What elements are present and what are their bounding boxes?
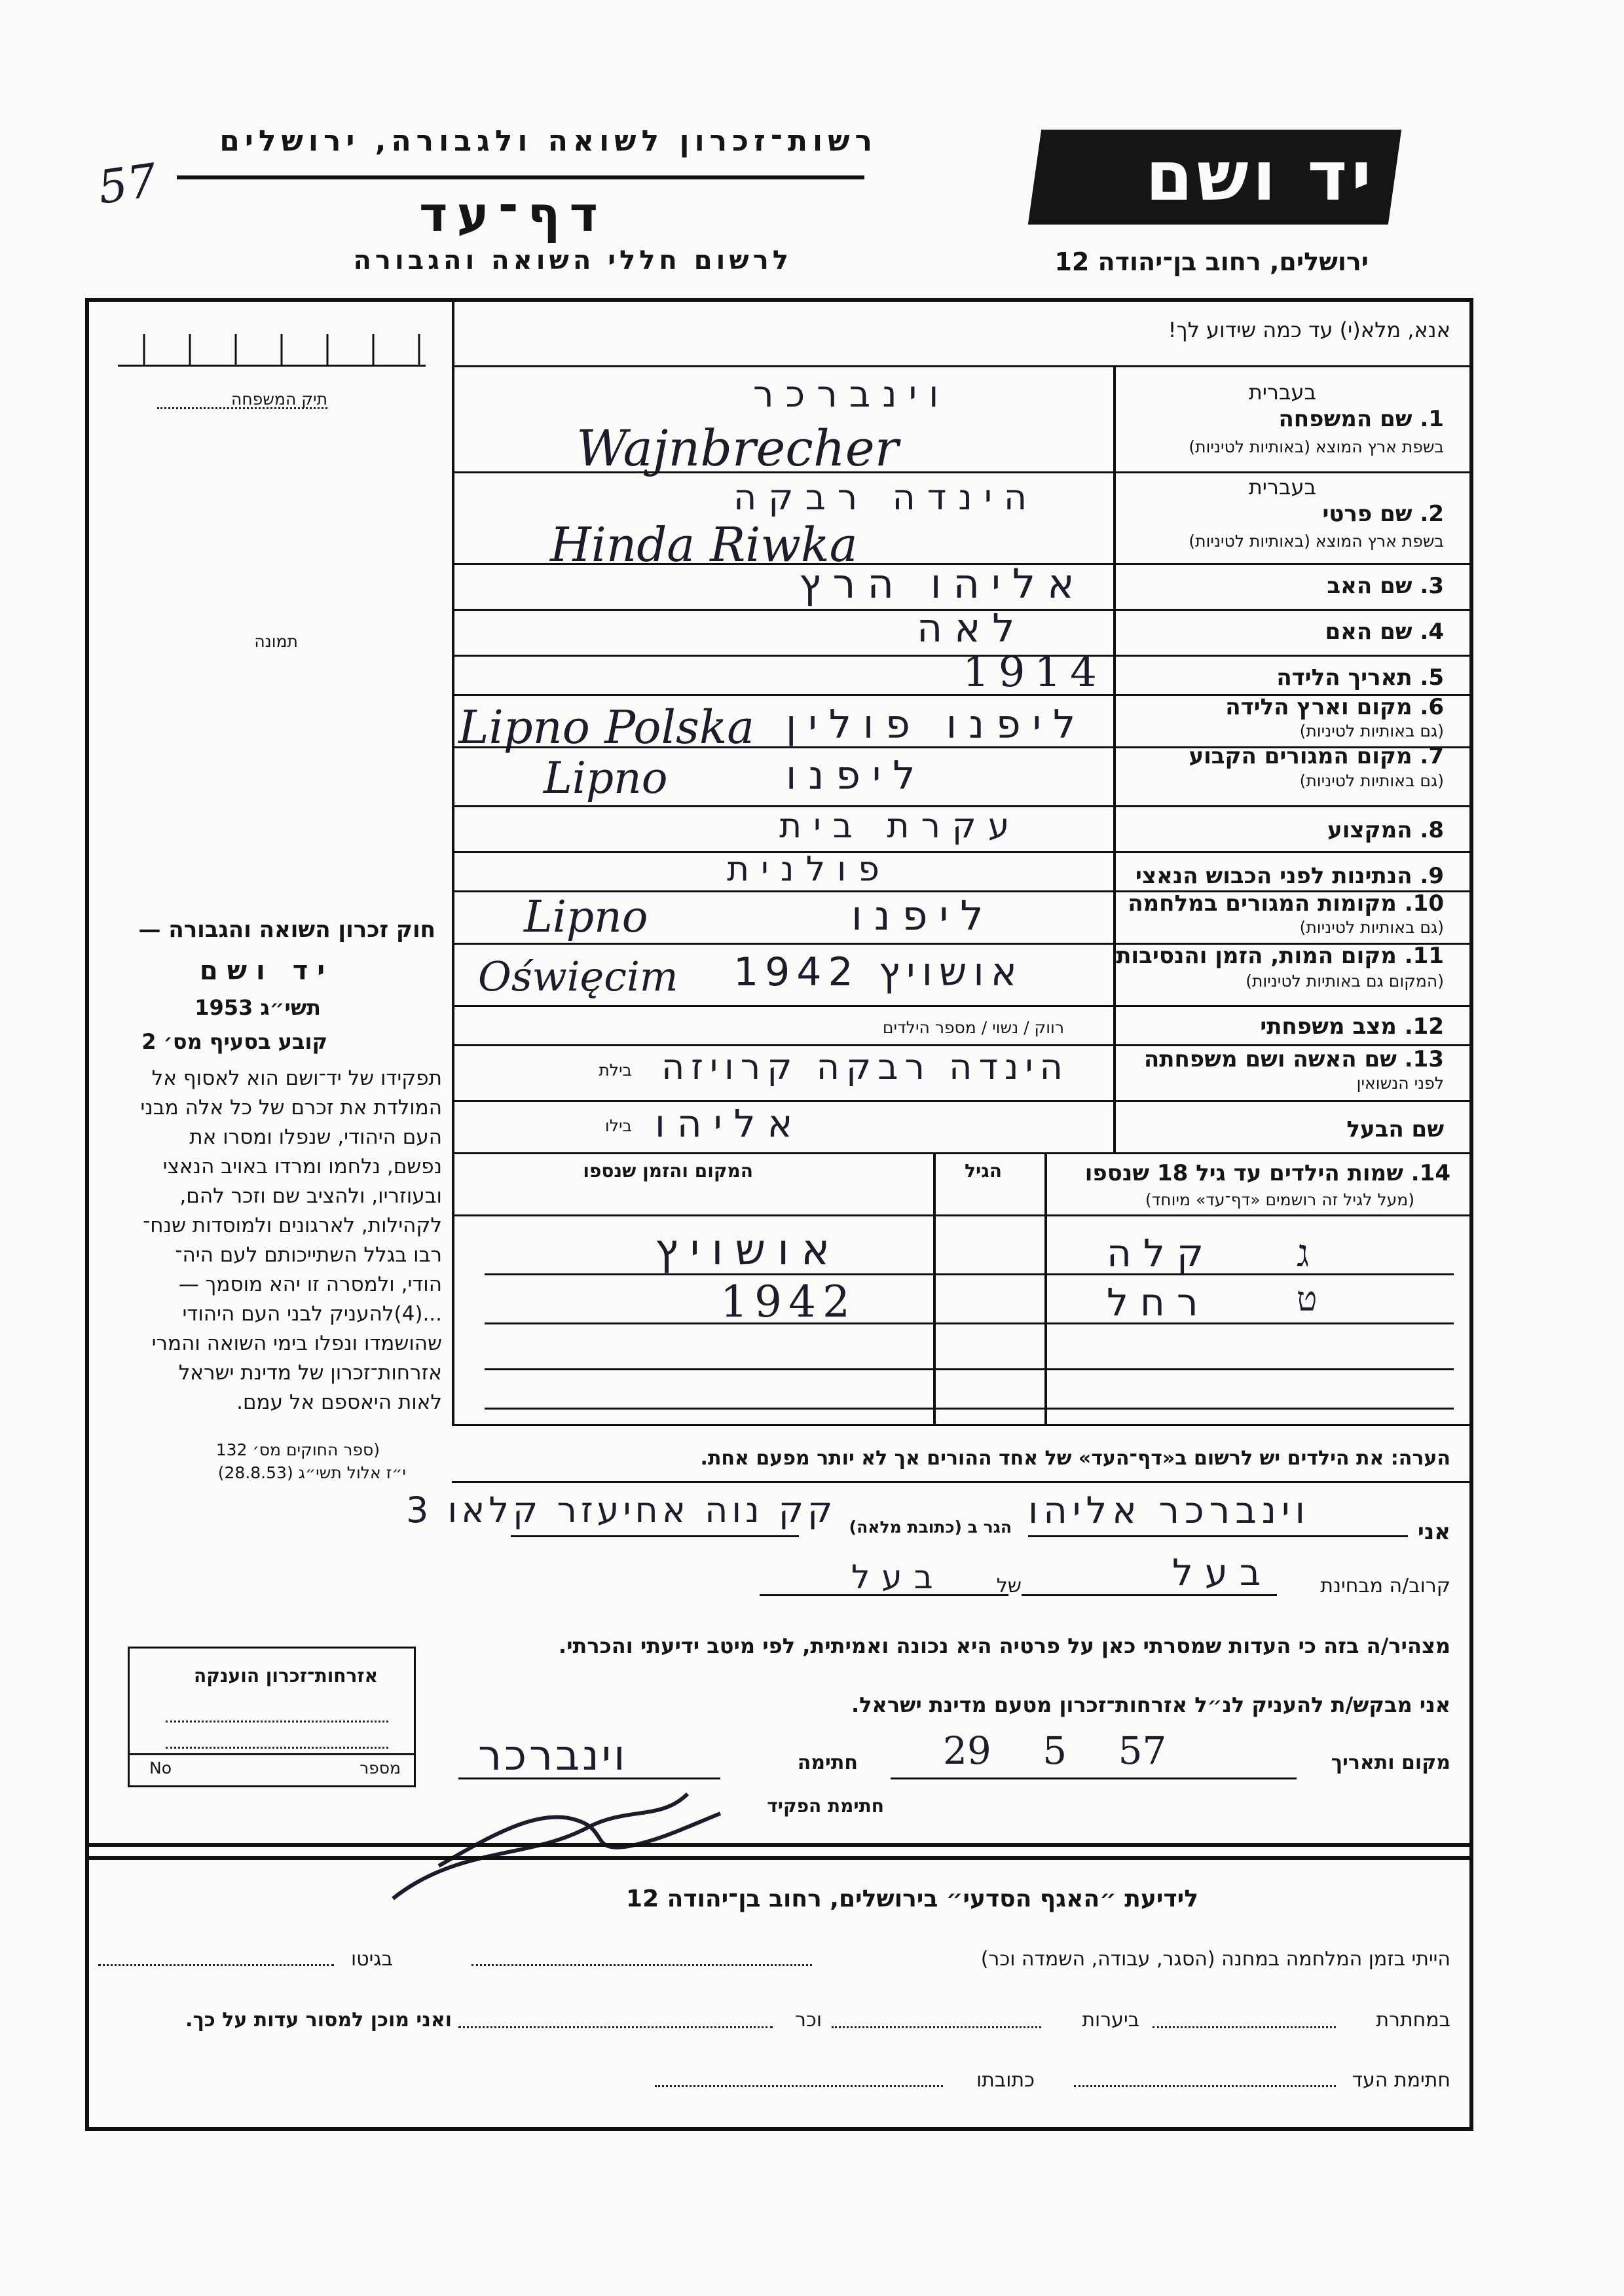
note-text: הערה: את הילדים יש לרשום ב«דף־העד» של אחד ההורים אך לא יותר מפעם אחת. xyxy=(700,1447,1450,1470)
field-4-value: לאה xyxy=(917,606,1027,651)
sidebar-line-11: אזרחות־זכרון של מדינת ישראל xyxy=(178,1361,442,1385)
citizenship-box-line-2 xyxy=(166,1747,388,1749)
index-box-label: תיק המשפחה xyxy=(231,390,327,409)
intro-text: אנא, מלא(י) עד כמה שידוע לך! xyxy=(1168,318,1450,342)
field-5-value: 1914 xyxy=(963,648,1106,697)
children-divider-1 xyxy=(1044,1152,1047,1424)
children-col-age: הגיל xyxy=(965,1160,1002,1182)
footer-rule-2 xyxy=(85,1856,1473,1860)
sidebar-line-3: העם היהודי, שנפלו ומסרו את xyxy=(189,1125,442,1149)
footer-dots-3 xyxy=(1153,2026,1336,2028)
declarant-name: וינברכר אליהו xyxy=(1028,1489,1310,1532)
child-1-mark: ג xyxy=(1297,1231,1310,1275)
photo-label: תמונה xyxy=(254,632,298,651)
child-2-place: 1942 xyxy=(720,1277,857,1327)
children-label: 14. שמות הילדים עד גיל 18 שנספו xyxy=(1084,1160,1450,1186)
signature-value: וינברכר xyxy=(478,1732,628,1780)
field-1-value-hebrew: וינברכר xyxy=(753,373,951,416)
field-1-num-label: 1. שם המשפחה xyxy=(1278,406,1444,432)
field-9-num-label: 9. הנתינות לפני הכבוש הנאצי xyxy=(1135,863,1444,889)
sidebar-line-10: שהושמדו ונפלו בימי השואה והמרי xyxy=(151,1332,442,1355)
sidebar-clause: קובע בסעיף מס׳ 2 xyxy=(141,1029,327,1054)
sidebar-year: תשי״ג 1953 xyxy=(194,995,321,1020)
sidebar-citation: (ספר החוקים מס׳ 132 xyxy=(215,1440,380,1459)
footer-line-2-end: ואני מוכן למסור עדות על כך. xyxy=(185,2009,452,2032)
footer-dots-1 xyxy=(471,1964,812,1966)
logo-text: יד ושם xyxy=(1145,136,1376,216)
index-box xyxy=(118,327,426,367)
declarant-ani: אני xyxy=(1417,1519,1450,1545)
field-10-value-latin: Lipno xyxy=(524,892,648,942)
field-7-sub: (גם באותיות לטיניות) xyxy=(1299,771,1444,790)
sidebar-line-1: תפקידו של יד־ושם הוא לאסוף אל xyxy=(151,1066,442,1090)
field-3-num-label: 3. שם האב xyxy=(1327,573,1444,599)
child-2-mark: ט xyxy=(1297,1280,1318,1319)
field-2-sub: בשפת ארץ המוצא (באותיות לטיניות) xyxy=(1189,532,1444,551)
field-1-value-latin: Wajnbrecher xyxy=(576,419,899,477)
declarant-of-line xyxy=(760,1594,1008,1596)
date-line xyxy=(891,1777,1297,1779)
footer-line-2-a: במחתרת xyxy=(1376,2009,1450,2032)
field-3-value: אליהו הרץ xyxy=(799,560,1086,608)
footer-dots-2 xyxy=(98,1964,334,1966)
field-9-value: פולנית xyxy=(727,850,891,889)
citizenship-box-number: מספר xyxy=(360,1758,401,1777)
footer-line-1: הייתי בזמן המלחמה במחנה (הסגר, עבודה, השמדה וכר) xyxy=(980,1948,1450,1971)
intro-rule xyxy=(452,365,1473,367)
declarant-address: קק נוה אחיעזר קלאו 3 xyxy=(406,1489,837,1531)
children-header-rule xyxy=(452,1214,1473,1216)
date-value: 29 5 57 xyxy=(943,1728,1167,1773)
note-rule-top xyxy=(452,1424,1473,1426)
declaration-text: מצהיר/ה בזה כי העדות שמסרתי כאן על פרטיה היא נכונה ואמיתית, לפי מיטב ידיעתי והכרתי. xyxy=(558,1633,1450,1658)
sidebar-citation-2: י״ז אלול תשי״ג (28.8.53) xyxy=(217,1463,406,1482)
field-12-num-label: 12. מצב משפחתי xyxy=(1260,1013,1444,1040)
field-10-sub: (גם באותיות לטיניות) xyxy=(1299,918,1444,937)
rule-1 xyxy=(452,471,1473,473)
sidebar-line-4: נפשם, נלחמו ומרדו באויב הנאצי xyxy=(162,1155,442,1178)
declarant-address-line xyxy=(511,1535,799,1537)
field-husband-tag: בילו xyxy=(604,1116,632,1135)
footer-line-3-b: כתובתו xyxy=(976,2069,1035,2092)
sidebar-line-6: לקהילות, לארגונים ולמוסדות שנח־ xyxy=(143,1214,442,1237)
child-1-name: קלה xyxy=(1107,1231,1216,1275)
field-13-num-label: 13. שם האשה ושם משפחתה xyxy=(1143,1046,1444,1072)
field-2-value-hebrew: הינדה רבקה xyxy=(733,477,1039,518)
citizenship-box-line-3 xyxy=(130,1753,414,1755)
field-4-num-label: 4. שם האם xyxy=(1325,619,1444,645)
field-2-num-label: 2. שם פרטי xyxy=(1322,501,1444,527)
header-address: ירושלים, רחוב בן־יהודה 12 xyxy=(1054,247,1369,276)
field-1-sub: בשפת ארץ המוצא (באותיות לטיניות) xyxy=(1189,437,1444,456)
citizenship-box xyxy=(128,1647,416,1787)
index-box-line xyxy=(157,407,327,409)
footer-dots-7 xyxy=(655,2085,943,2087)
child-2-name: רחל xyxy=(1107,1280,1210,1324)
sidebar-line-12: לאות היאספם אל עמם. xyxy=(236,1391,442,1414)
field-7-value-latin: Lipno xyxy=(544,753,668,803)
sidebar-line-8: הודי, ולמסרה זו יהא מוסמך — xyxy=(178,1273,442,1296)
sidebar-line-2: המולדת את זכרם של כל אלה מבני xyxy=(140,1096,442,1120)
field-2-hebrew-tag: בעברית xyxy=(1248,475,1316,500)
footer-line-2-b: ביערות xyxy=(1082,2009,1139,2032)
children-col-place: המקום והזמן שנספו xyxy=(583,1160,753,1182)
declarant-relation: בעל xyxy=(1172,1552,1273,1594)
header-organization: רשות־זכרון לשואה ולגבורה, ירושלים xyxy=(219,124,877,158)
field-5-num-label: 5. תאריך הלידה xyxy=(1276,665,1444,691)
field-11-sub: (המקום גם באותיות לטיניות) xyxy=(1246,972,1444,991)
form-subtitle: לרשום חללי השואה והגבורה xyxy=(353,246,792,276)
field-11-value-hebrew: אושויץ 1942 xyxy=(733,949,1024,995)
field-10-value-hebrew: ליפנו xyxy=(851,892,995,939)
footer-line-3-a: חתימת העד xyxy=(1352,2069,1450,2092)
footer-dots-5 xyxy=(458,2026,773,2028)
children-rule-3 xyxy=(485,1368,1454,1370)
field-13-tag: בילת xyxy=(599,1061,632,1080)
field-11-value-latin: Oświęcim xyxy=(478,953,678,1000)
declarant-relation-label: קרוב/ה מבחינת xyxy=(1320,1575,1450,1597)
field-13-value: הינדה רבקה קרויזה xyxy=(661,1046,1069,1087)
sidebar-line-7: רבו בגלל השתייכותם לעם היה־ xyxy=(175,1243,442,1267)
sidebar-line-9: ...(4)להעניק לבני העם היהודי xyxy=(182,1302,442,1326)
sidebar-line-5: ובעוזריו, ולהציב שם וזכר להם, xyxy=(179,1184,442,1208)
declarant-of-label: של xyxy=(996,1575,1022,1597)
field-6-num-label: 6. מקום וארץ הלידה xyxy=(1225,694,1444,720)
declarant-relation-line xyxy=(1022,1594,1277,1596)
signature-label: חתימה xyxy=(797,1751,858,1774)
field-husband-label: שם הבעל xyxy=(1346,1116,1444,1142)
sidebar-heading: חוק זכרון השואה והגבורה — xyxy=(138,917,435,943)
rule-13 xyxy=(452,1100,1473,1102)
field-10-num-label: 10. מקומות המגורים במלחמה xyxy=(1128,890,1444,917)
field-12-inline: רווק / נשוי / מספר הילדים xyxy=(882,1018,1064,1037)
children-rule-2 xyxy=(485,1322,1454,1324)
child-1-place: אושויץ xyxy=(655,1224,842,1275)
field-7-value-hebrew: ליפנו xyxy=(786,753,927,799)
footer-title: לידיעת ״האגף הסדעי״ בירושלים, רחוב בן־יהודה 12 xyxy=(626,1886,1198,1912)
margin-annotation: 57 xyxy=(94,153,160,215)
children-sub: (מעל לגיל זה רושמים «דף־עד» מיוחד) xyxy=(1145,1190,1414,1209)
field-1-hebrew-tag: בעברית xyxy=(1248,380,1316,405)
index-box-ticks xyxy=(118,327,426,367)
header-rule xyxy=(177,175,864,179)
declarant-name-line xyxy=(1028,1535,1408,1537)
children-rule-4 xyxy=(485,1408,1454,1410)
footer-dots-6 xyxy=(1074,2085,1336,2087)
field-13-sub: לפני הנשואין xyxy=(1356,1074,1444,1093)
field-husband-value: אליהו xyxy=(655,1101,805,1146)
field-8-num-label: 8. המקצוע xyxy=(1327,817,1444,843)
citizenship-box-title: אזרחות־זכרון הוענקה xyxy=(194,1665,378,1686)
official-label: חתימת הפקיד xyxy=(767,1795,884,1817)
sidebar-logo: יד ושם xyxy=(199,956,334,986)
field-2-value-latin: Hinda Riwka xyxy=(550,517,858,572)
field-11-num-label: 11. מקום המות, הזמן והנסיבות xyxy=(1116,943,1444,969)
field-8-value: עקרת בית xyxy=(779,807,1022,846)
place-date-label: מקום ותאריך xyxy=(1331,1751,1450,1774)
declarant-of: בעל xyxy=(851,1558,945,1596)
footer-rule-1 xyxy=(85,1843,1473,1847)
children-divider-2 xyxy=(933,1152,936,1424)
sidebar-divider xyxy=(452,298,454,1424)
rule-14 xyxy=(452,1152,1473,1154)
citizenship-box-line-1 xyxy=(166,1721,388,1722)
footer-line-2-c: וכר xyxy=(795,2009,822,2032)
request-text: אני מבקש/ת להעניק לנ״ל אזרחות־זכרון מטעם מדינת ישראל. xyxy=(851,1692,1450,1717)
form-title: דף־עד xyxy=(419,187,607,243)
note-rule-bottom xyxy=(452,1481,1473,1483)
field-6-value-hebrew: ליפנו פולין xyxy=(786,702,1088,748)
declarant-residing: הגר ב (כתובת מלאה) xyxy=(849,1518,1012,1537)
footer-line-1-end: בגיטו xyxy=(350,1948,393,1971)
citizenship-box-no: No xyxy=(149,1758,172,1777)
field-6-value-latin: Lipno Polska xyxy=(458,701,755,754)
rule-8 xyxy=(452,851,1473,853)
field-7-num-label: 7. מקום המגורים הקבוע xyxy=(1189,743,1444,769)
rule-11 xyxy=(452,1005,1473,1007)
yad-vashem-logo xyxy=(1028,130,1401,225)
label-divider xyxy=(1113,367,1116,1152)
field-6-sub: (גם באותיות לטיניות) xyxy=(1299,721,1444,740)
footer-dots-4 xyxy=(832,2026,1041,2028)
